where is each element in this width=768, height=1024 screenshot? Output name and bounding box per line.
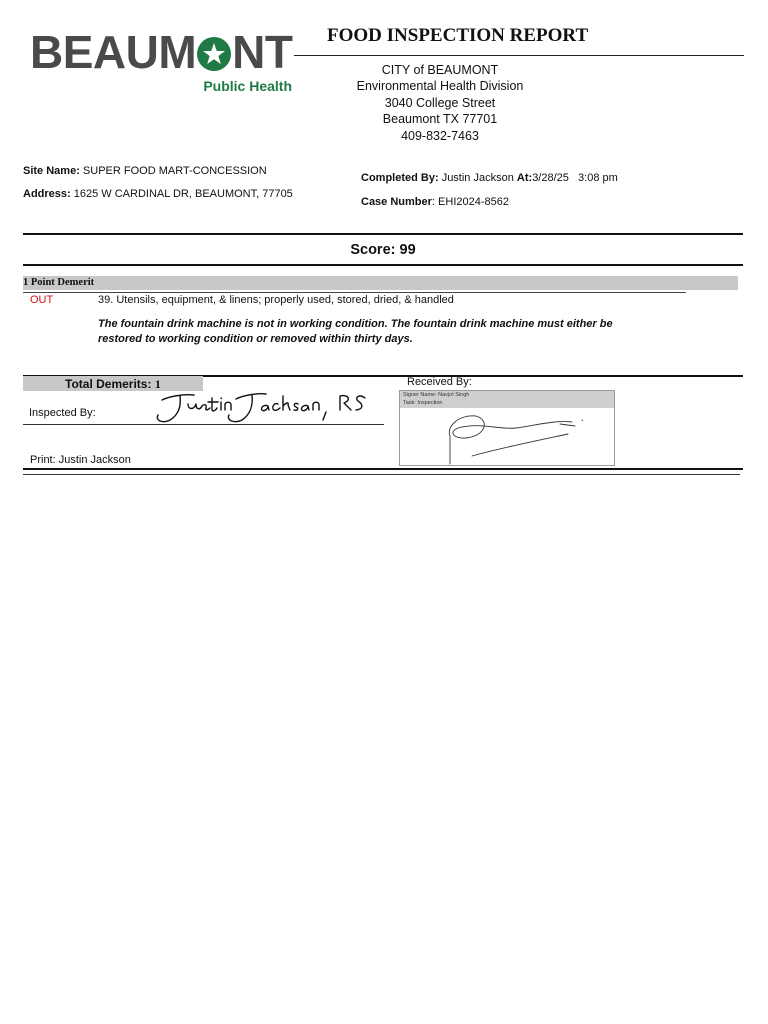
site-name-value: SUPER FOOD MART-CONCESSION — [82, 165, 267, 177]
completed-at-label: At: — [516, 172, 533, 184]
signer-task: Task: Inspection — [403, 400, 443, 406]
score-top-rule — [23, 233, 743, 235]
title-divider — [294, 55, 744, 56]
logo-wordmark — [30, 28, 293, 76]
case-number-label: Case Number — [361, 196, 432, 208]
score-bottom-rule — [23, 264, 743, 266]
logo-subtitle: Public Health — [203, 78, 292, 94]
signer-info — [400, 391, 614, 408]
logo-word-right: NT — [232, 26, 293, 78]
completed-by-row — [361, 172, 618, 184]
violation-item: 39. Utensils, equipment, & linens; properly used, stored, dried, & handled — [98, 294, 454, 306]
inspector-comment: The fountain drink machine is not in working condition. The fountain drink machine must either be restored to working condition or removed within thirty days. — [98, 318, 613, 345]
site-name-row — [23, 165, 267, 177]
inspected-by-label: Inspected By: — [29, 407, 96, 419]
signer-name: Signer Name: Navjot Singh — [403, 392, 470, 398]
inspector-signature — [150, 388, 375, 428]
agency-line: Beaumont TX 77701 — [382, 112, 498, 127]
address-row — [23, 188, 293, 200]
score: Score: 99 — [350, 242, 416, 258]
status-badge: OUT — [30, 294, 54, 306]
report-title: FOOD INSPECTION REPORT — [327, 25, 589, 46]
total-demerits-label: Total Demerits: — [65, 377, 152, 391]
total-demerits — [65, 377, 161, 392]
total-demerits-value: 1 — [154, 377, 161, 391]
completed-by-label: Completed By: — [361, 172, 439, 184]
completed-by-value: Justin Jackson — [441, 172, 514, 184]
received-signature — [400, 408, 614, 465]
footer-bottom-rule — [23, 468, 743, 470]
item-divider — [23, 292, 686, 293]
footer-double-rule — [23, 474, 740, 475]
agency-address — [340, 62, 540, 144]
agency-line: CITY of BEAUMONT — [381, 63, 499, 77]
address-label: Address: — [23, 188, 71, 200]
inspector-signature-line — [23, 424, 384, 425]
received-signature-box — [399, 390, 615, 466]
demerit-heading-text: 1 Point Demerit — [23, 277, 95, 288]
demerit-heading — [23, 276, 738, 290]
case-number-value: : EHI2024-8562 — [431, 196, 509, 208]
print-name: Print: Justin Jackson — [30, 454, 131, 466]
received-by-label: Received By: — [407, 376, 472, 388]
completed-at-value: 3/28/25 3:08 pm — [532, 172, 618, 184]
star-icon — [197, 37, 231, 71]
agency-line: 409-832-7463 — [401, 128, 479, 143]
site-name-label: Site Name: — [23, 165, 80, 177]
agency-line: 3040 College Street — [384, 95, 496, 110]
case-number-row — [361, 196, 509, 208]
beaumont-logo — [30, 28, 294, 94]
address-value: 1625 W CARDINAL DR, BEAUMONT, 77705 — [73, 188, 293, 200]
agency-line: Environmental Health Division — [356, 79, 524, 94]
logo-word-left: BEAUM — [30, 26, 197, 78]
